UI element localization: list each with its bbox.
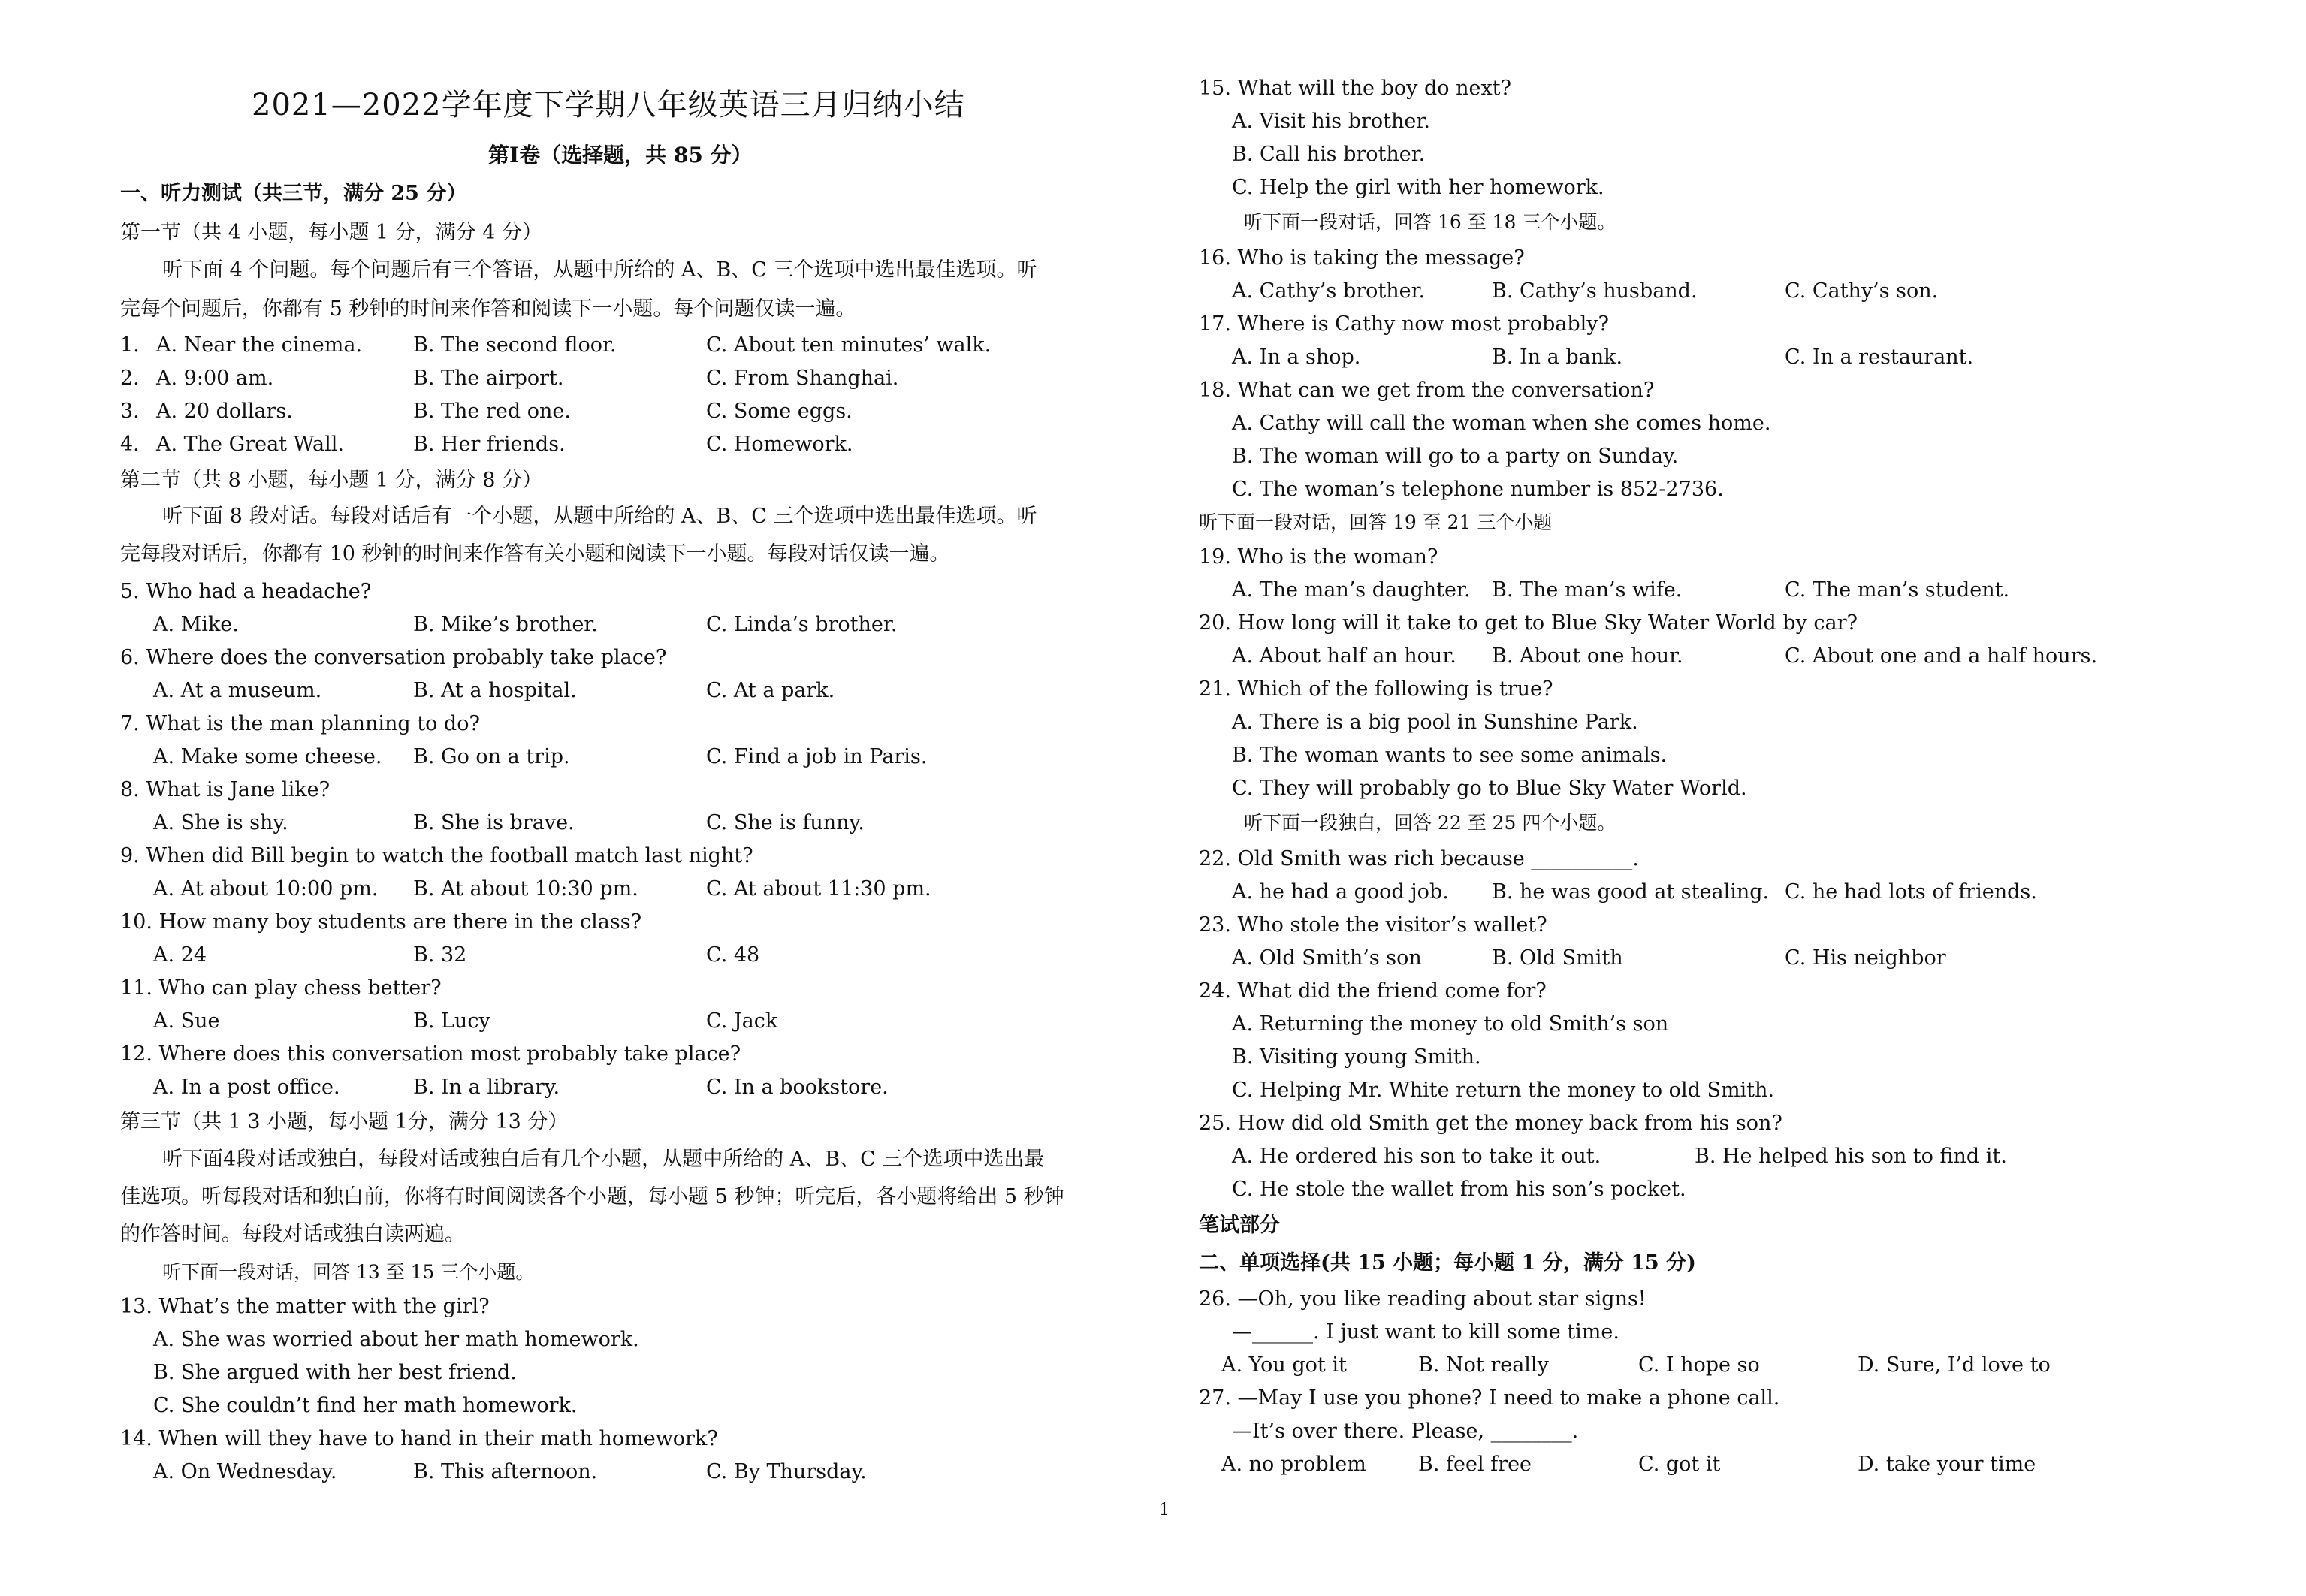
option-c: C. I hope so (1638, 1353, 1760, 1377)
option-b: B. At a hospital. (413, 679, 577, 702)
option-b: B. The airport. (413, 367, 564, 390)
question-text: 8. What is Jane like? (120, 778, 331, 801)
option-a: A. Old Smith’s son (1232, 946, 1422, 970)
question-text: 25. How did old Smith get the money back from his son? (1199, 1112, 1782, 1135)
option-a: A. At a museum. (153, 679, 322, 702)
option-c: C. She couldn’t find her math homework. (153, 1394, 578, 1417)
option-c: C. In a bookstore. (706, 1076, 889, 1099)
reply-text: —______. I just want to kill some time. (1232, 1320, 1619, 1344)
option-a: A. he had a good job. (1232, 880, 1449, 904)
page-title: 2021—2022学年度下学期八年级英语三月归纳小结 (252, 88, 965, 122)
option-c: C. The woman’s telephone number is 852-2736. (1232, 478, 1724, 501)
option-c: C. They will probably go to Blue Sky Water World. (1232, 777, 1747, 800)
question-text: 17. Where is Cathy now most probably? (1199, 312, 1609, 336)
question-number: 1. (120, 333, 140, 357)
option-b: B. In a library. (413, 1076, 560, 1099)
option-b: B. feel free (1418, 1453, 1532, 1476)
option-a: A. Cathy’s brother. (1232, 279, 1426, 303)
question-text: 21. Which of the following is true? (1199, 677, 1553, 701)
monologue-note-22-25: 听下面一段独白，回答 22 至 25 四个小题。 (1244, 812, 1616, 834)
option-c: C. 48 (706, 943, 760, 967)
option-c: C. he had lots of friends. (1785, 880, 2037, 904)
option-b: B. Visiting young Smith. (1232, 1045, 1481, 1069)
option-a: A. Returning the money to old Smith’s son (1232, 1012, 1669, 1036)
option-b: B. Call his brother. (1232, 143, 1426, 166)
option-c: C. By Thursday. (706, 1460, 867, 1483)
question-text: 20. How long will it take to get to Blue Sky Water World by car? (1199, 611, 1858, 635)
question-text: 16. Who is taking the message? (1199, 246, 1525, 270)
option-b: B. About one hour. (1492, 644, 1683, 668)
dialogue-note-13-15: 听下面一段对话，回答 13 至 15 三个小题。 (162, 1261, 535, 1283)
option-a: A. Near the cinema. (156, 333, 363, 357)
question-text: 27. —May I use you phone? I need to make a phone call. (1199, 1386, 1780, 1410)
option-a: A. At about 10:00 pm. (153, 877, 379, 901)
option-a: A. On Wednesday. (153, 1460, 337, 1483)
section2-instructions: 听下面 8 段对话。每段对话后有一个小题，从题中所给的 A、B、C 三个选项中选出最佳选项。听 (162, 505, 1037, 528)
option-c: C. Helping Mr. White return the money to old Smith. (1232, 1079, 1774, 1102)
option-a: A. In a post office. (153, 1076, 340, 1099)
section2-heading: 第二节（共 8 小题，每小题 1 分，满分 8 分） (120, 469, 543, 492)
option-b: B. Old Smith (1492, 946, 1623, 970)
option-c: C. At about 11:30 pm. (706, 877, 931, 901)
option-b: B. The woman will go to a party on Sunday. (1232, 445, 1679, 468)
question-text: 13. What’s the matter with the girl? (120, 1295, 490, 1318)
question-number: 4. (120, 433, 140, 456)
section3-heading: 第三节（共 1 3 小题，每小题 1分，满分 13 分） (120, 1110, 569, 1133)
option-c: C. In a restaurant. (1785, 345, 1974, 369)
section1-instructions-2: 完每个问题后，你都有 5 秒钟的时间来作答和阅读下一小题。每个问题仅读一遍。 (120, 297, 856, 321)
question-text: 23. Who stole the visitor’s wallet? (1199, 913, 1547, 937)
question-text: 19. Who is the woman? (1199, 545, 1438, 569)
question-text: 7. What is the man planning to do? (120, 712, 480, 735)
written-part-heading: 笔试部分 (1199, 1214, 1280, 1237)
question-number: 3. (120, 400, 140, 423)
option-a: A. In a shop. (1232, 345, 1361, 369)
option-b: B. Lucy (413, 1009, 490, 1033)
option-a: A. 24 (153, 943, 207, 967)
option-b: B. She argued with her best friend. (153, 1361, 517, 1384)
question-text: 14. When will they have to hand in their math homework? (120, 1427, 718, 1450)
option-a: A. Visit his brother. (1232, 110, 1430, 133)
question-text: 11. Who can play chess better? (120, 976, 442, 1000)
option-c: C. He stole the wallet from his son’s pocket. (1232, 1178, 1686, 1201)
section1-instructions: 听下面 4 个问题。每个问题后有三个答语，从题中所给的 A、B、C 三个选项中选出最佳选项。听 (162, 258, 1037, 282)
option-b: B. Her friends. (413, 433, 566, 456)
option-c: C. From Shanghai. (706, 367, 899, 390)
option-c: C. At a park. (706, 679, 835, 702)
dialogue-note-16-18: 听下面一段对话，回答 16 至 18 三个小题。 (1244, 211, 1616, 233)
option-b: B. In a bank. (1492, 345, 1623, 369)
option-c: C. Some eggs. (706, 400, 853, 423)
option-b: B. This afternoon. (413, 1460, 598, 1483)
option-c: C. The man’s student. (1785, 578, 2010, 602)
option-d: D. Sure, I’d love to (1858, 1353, 2051, 1377)
question-text: 6. Where does the conversation probably take place? (120, 646, 667, 669)
option-c: C. About one and a half hours. (1785, 644, 2098, 668)
option-b: B. She is brave. (413, 811, 575, 834)
option-a: A. 20 dollars. (156, 400, 293, 423)
option-c: C. Linda’s brother. (706, 613, 898, 636)
option-c: C. She is funny. (706, 811, 865, 834)
reply-text: —It’s over there. Please, ________. (1232, 1420, 1579, 1443)
question-text: 22. Old Smith was rich because __________. (1199, 847, 1639, 870)
question-number: 2. (120, 367, 140, 390)
section3-instructions-3: 的作答时间。每段对话或独白读两遍。 (120, 1223, 465, 1246)
listening-heading: 一、听力测试（共三节，满分 25 分） (120, 182, 467, 205)
option-c: C. got it (1638, 1453, 1721, 1476)
option-a: A. You got it (1221, 1353, 1347, 1377)
option-a: A. He ordered his son to take it out. (1232, 1145, 1601, 1168)
paper-subtitle: 第Ⅰ卷（选择题，共 85 分） (488, 143, 753, 167)
option-a: A. no problem (1221, 1453, 1366, 1476)
option-a: A. Sue (153, 1009, 220, 1033)
question-text: 9. When did Bill begin to watch the football match last night? (120, 844, 753, 867)
multiple-choice-heading: 二、单项选择(共 15 小题；每小题 1 分，满分 15 分) (1199, 1251, 1696, 1275)
option-b: B. The red one. (413, 400, 571, 423)
option-b: B. He helped his son to find it. (1695, 1145, 2007, 1168)
option-b: B. At about 10:30 pm. (413, 877, 638, 901)
option-a: A. There is a big pool in Sunshine Park. (1232, 711, 1638, 734)
section3-instructions-2: 佳选项。听每段对话和独白前，你将有时间阅读各个小题，每小题 5 秒钟；听完后，各小题将给出 5 秒钟 (120, 1185, 1064, 1208)
option-c: C. Cathy’s son. (1785, 279, 1939, 303)
option-a: A. She is shy. (153, 811, 288, 834)
option-b: B. he was good at stealing. (1492, 880, 1770, 904)
section3-instructions: 听下面4段对话或独白，每段对话或独白后有几个小题，从题中所给的 A、B、C 三个选项中选出最 (162, 1148, 1045, 1171)
question-text: 18. What can we get from the conversation? (1199, 379, 1655, 402)
option-b: B. 32 (413, 943, 467, 967)
page-number: 1 (1159, 1501, 1170, 1519)
option-b: B. Mike’s brother. (413, 613, 598, 636)
option-c: C. His neighbor (1785, 946, 1946, 970)
question-text: 26. —Oh, you like reading about star signs! (1199, 1287, 1646, 1311)
option-c: C. Find a job in Paris. (706, 745, 928, 768)
option-d: D. take your time (1858, 1453, 2036, 1476)
option-b: B. The man’s wife. (1492, 578, 1683, 602)
option-b: B. The woman wants to see some animals. (1232, 744, 1668, 767)
question-text: 5. Who had a headache? (120, 580, 372, 603)
question-text: 24. What did the friend come for? (1199, 979, 1547, 1003)
option-a: A. 9:00 am. (156, 367, 274, 390)
option-b: B. Cathy’s husband. (1492, 279, 1698, 303)
dialogue-note-19-21: 听下面一段对话，回答 19 至 21 三个小题 (1199, 511, 1553, 533)
option-a: A. She was worried about her math homework. (153, 1328, 639, 1351)
option-a: A. Cathy will call the woman when she comes home. (1232, 412, 1771, 435)
option-c: C. About ten minutes’ walk. (706, 333, 992, 357)
option-a: A. Mike. (153, 613, 239, 636)
option-b: B. The second floor. (413, 333, 617, 357)
option-c: C. Jack (706, 1009, 778, 1033)
section1-heading: 第一节（共 4 小题，每小题 1 分，满分 4 分） (120, 221, 543, 244)
option-b: B. Not really (1418, 1353, 1549, 1377)
question-text: 15. What will the boy do next? (1199, 77, 1512, 100)
question-text: 10. How many boy students are there in the class? (120, 910, 642, 934)
option-c: C. Help the girl with her homework. (1232, 176, 1604, 199)
option-a: A. About half an hour. (1232, 644, 1456, 668)
section2-instructions-2: 完每段对话后，你都有 10 秒钟的时间来作答有关小题和阅读下一小题。每段对话仅读一遍。 (120, 542, 950, 566)
option-a: A. Make some cheese. (153, 745, 382, 768)
question-text: 12. Where does this conversation most probably take place? (120, 1042, 741, 1066)
option-c: C. Homework. (706, 433, 853, 456)
option-a: A. The Great Wall. (156, 433, 344, 456)
option-b: B. Go on a trip. (413, 745, 570, 768)
option-a: A. The man’s daughter. (1232, 578, 1471, 602)
